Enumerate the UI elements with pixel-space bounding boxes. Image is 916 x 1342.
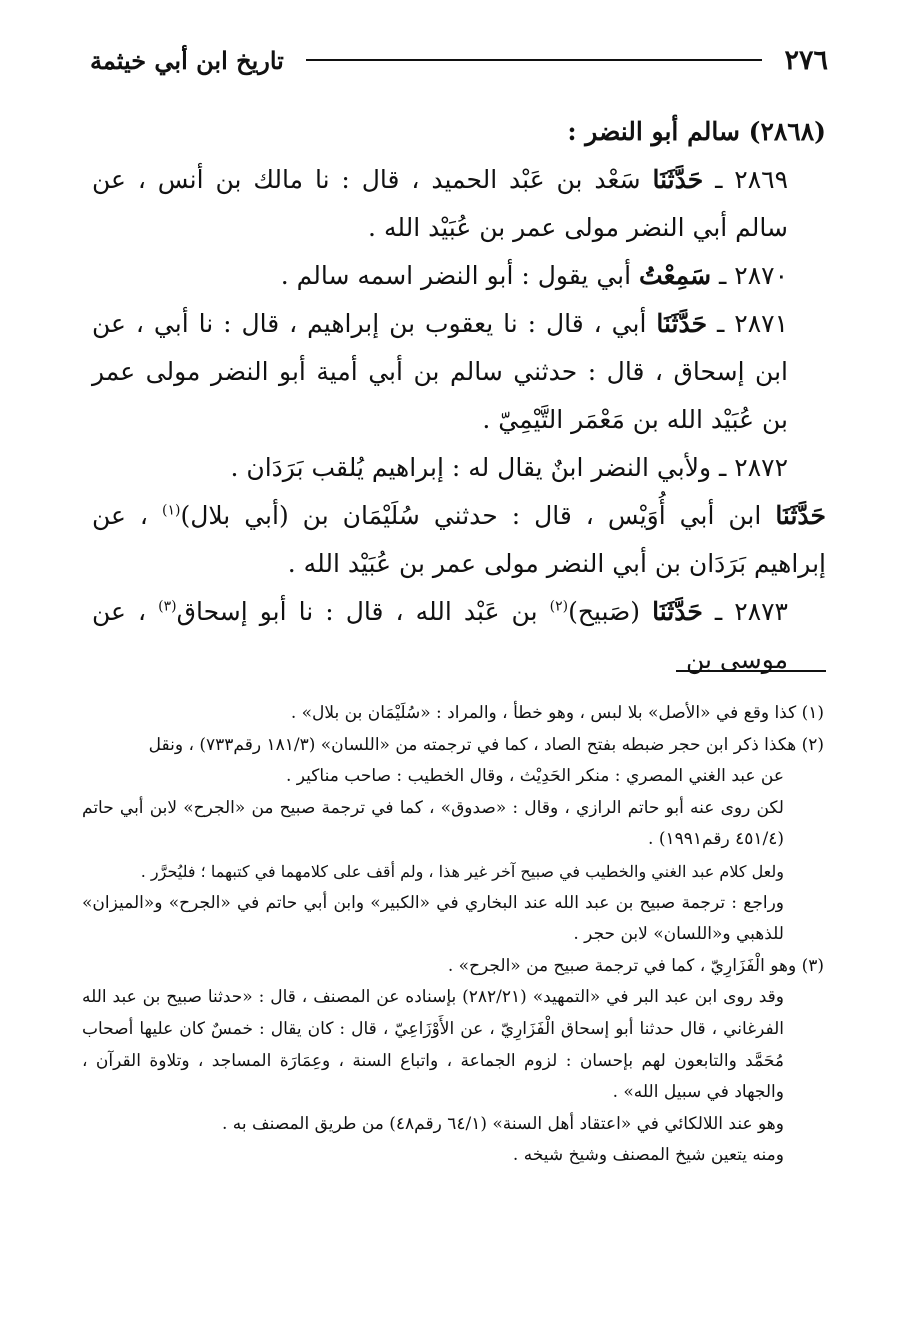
transmission-word: حَدَّثَنَا (652, 165, 704, 194)
entry-number: ٢٨٧١ ـ (717, 309, 789, 338)
entry-number: ٢٨٧٢ ـ (719, 453, 788, 482)
page-number: ٢٧٦ (784, 44, 828, 76)
footnote-marker: (١) (161, 502, 181, 519)
entry-number: ٢٨٧٠ ـ (719, 261, 788, 290)
entry-text: (صَبيح) (568, 597, 641, 626)
transmission-word: حَدَّثَنَا (656, 309, 708, 338)
footnote-3-line: وقد روى ابن عبد البر في «التمهيد» (٢٨٢/٢١) بإسناده عن المصنف ، قال : «حدثنا صبيح بن عبد الله الفرغاني ، قال حدثنا أبو إسحاق الْفَزَارِيّ ، عن الأَوْزَاعِيّ ، قال : كان يقال : خمسٌ كان عليها أصحاب مُحَمَّد والتابعون لهم بإحسان : لزوم الجماعة ، واتباع السنة ، وعِمَارَة المساجد ، وتلاوة القرآن ، والجهاد في سبيل الله» . (82, 987, 784, 1103)
entry-text: سَعْد بن عَبْد الحميد ، قال : نا مالك بن أنس ، عن سالم أبي النضر مولى عمر بن عُبَيْد الله . (92, 165, 788, 242)
footnote-separator (676, 670, 826, 672)
entry-text: ، عن إبراهيم بَرَدَان بن أبي النضر مولى عمر بن عُبَيْد الله . (92, 501, 826, 578)
footnote-marker: (٢) (549, 598, 569, 615)
entry-heading: (٢٨٦٨) سالم أبو النضر : (567, 117, 826, 146)
footnote-3-line: ومنه يتعين شيخ المصنف وشيخ شيخه . (512, 1145, 784, 1166)
page-header (90, 40, 828, 80)
entry-2871 (92, 300, 826, 444)
entry-2869 (92, 156, 826, 252)
entry-2872-continued (92, 492, 826, 588)
entry-text: ابن أبي أُوَيْس ، قال : حدثني سُلَيْمَان بن (أبي بلال) (180, 501, 762, 530)
entry-text: ولأبي النضر ابنٌ يقال له : إبراهيم يُلقب بَرَدَان . (230, 453, 712, 482)
footnote-3: (٣) وهو الْفَزَارِيّ ، كما في ترجمة صبيح من «الجرح» . (447, 955, 824, 976)
entry-2872 (92, 444, 826, 492)
transmission-word: حَدَّثَنَا (652, 597, 703, 626)
running-title: تاريخ ابن أبي خيثمة (90, 45, 284, 75)
entry-text: أبي ، قال : نا يعقوب بن إبراهيم ، قال : نا أبي ، عن ابن إسحاق ، قال : حدثني سالم بن أبي أمية أبو النضر مولى عمر بن عُبَيْد الله بن مَعْمَر التَّيْمِيّ . (92, 309, 788, 434)
footnote-3-line: وهو عند اللالكائي في «اعتقاد أهل السنة» (٦٤/١ رقم٤٨) من طريق المصنف به . (221, 1113, 784, 1134)
main-text (92, 108, 826, 684)
entry-text: أبي يقول : أبو النضر اسمه سالم . (280, 261, 632, 290)
footnote-2: (٢) هكذا ذكر ابن حجر ضبطه بفتح الصاد ، كما في ترجمته من «اللسان» (١٨١/٣ رقم٧٣٣) ، ونقل (148, 734, 824, 755)
footnote-2-line: ولعل كلام عبد الغني والخطيب في صبيح آخر غير هذا ، ولم أقف على كلامهما في كتبهما ؛ فليُحرَّر . (140, 861, 784, 881)
footnotes (82, 698, 824, 1172)
transmission-word: سَمِعْتُ (639, 261, 712, 290)
footnote-2-line: عن عبد الغني المصري : منكر الحَدِيْث ، وقال الخطيب : صاحب مناكير . (285, 766, 784, 787)
footnote-marker: (٣) (158, 598, 177, 615)
transmission-word: حَدَّثَنَا (775, 501, 827, 530)
footnote-2-line: لكن روى عنه أبو حاتم الرازي ، وقال : «صدوق» ، كما في ترجمة صبيح من «الجرح» لابن أبي حاتم (٤٥١/٤ رقم١٩٩١) . (82, 797, 784, 850)
entry-number: ٢٨٧٣ ـ (714, 597, 788, 626)
footnote-2-line: وراجع : ترجمة صبيح بن عبد الله عند البخاري في «الكبير» وابن أبي حاتم في «الجرح» و«الميزان» للذهبي و«اللسان» لابن حجر . (82, 892, 784, 945)
entry-text: بن عَبْد الله ، قال : نا أبو إسحاق (176, 597, 538, 626)
entry-number: ٢٨٦٩ ـ (715, 165, 789, 194)
entry-text: ، عن موسى بن (92, 597, 788, 674)
header-rule (306, 59, 763, 61)
footnote-1: (١) كذا وقع في «الأصل» بلا لبس ، وهو خطأ ، والمراد : «سُلَيْمَان بن بلال» . (290, 703, 824, 723)
entry-2870 (92, 252, 826, 300)
